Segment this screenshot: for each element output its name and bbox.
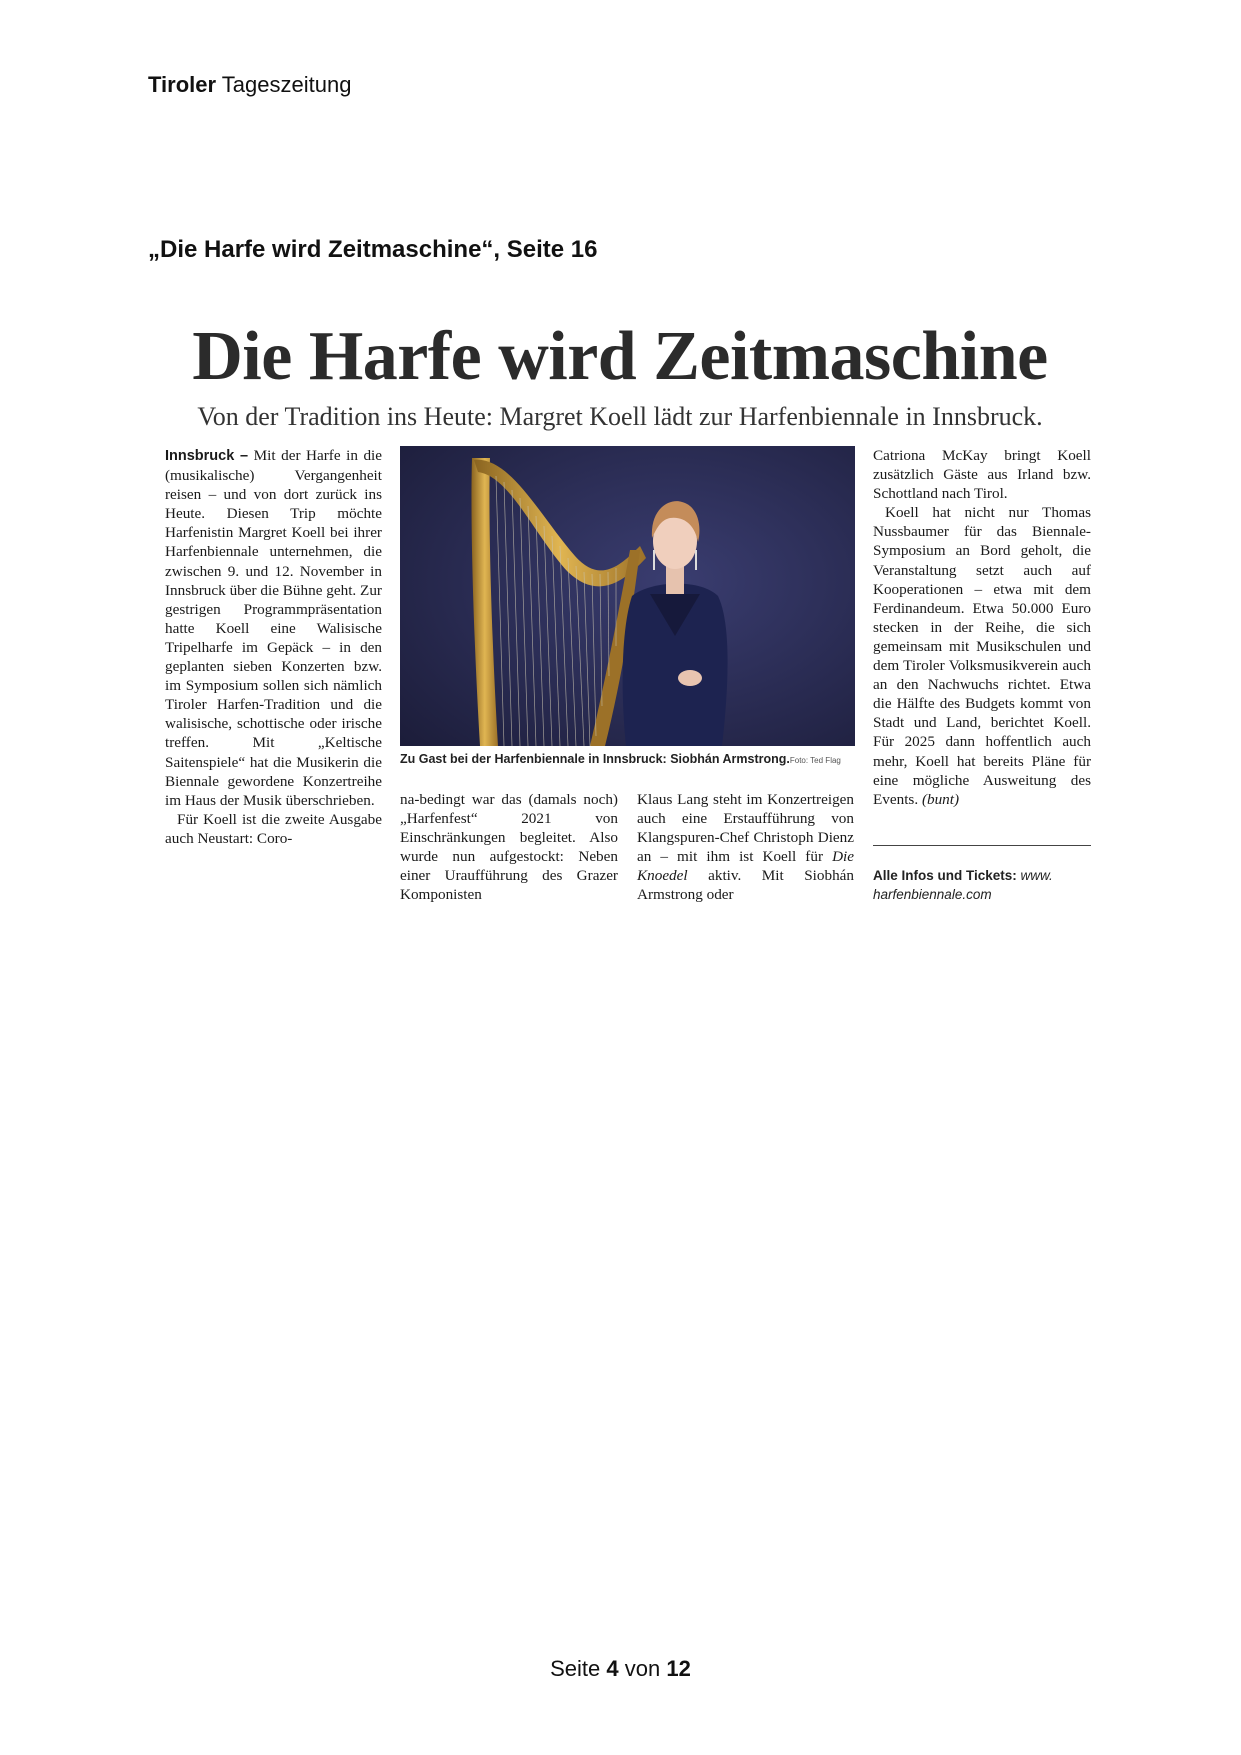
- footer-prefix: Seite: [550, 1656, 601, 1681]
- dateline: Innsbruck –: [165, 448, 249, 464]
- footer-middle: von: [624, 1656, 661, 1681]
- article-reference-title: „Die Harfe wird Zeitmaschine“, Seite 16: [148, 236, 598, 263]
- article-headline: Die Harfe wird Zeitmaschine: [192, 318, 1048, 395]
- info-link-part-2[interactable]: harfenbiennale.com: [873, 887, 992, 902]
- column-3-text-a: Klaus Lang steht im Konzertreigen auch eine Erstaufführung von Klangspuren-Chef Christoph Dienz an – mit ihm ist Koell für: [637, 791, 854, 866]
- column-1-paragraph-2: Für Koell ist die zweite Ausgabe auch Neustart: Coro-: [165, 810, 382, 847]
- column-4-paragraph-2: Koell hat nicht nur Thomas Nussbaumer für das Biennale-Symposium an Bord geholt, die Veranstaltung setzt auch auf Kooperationen – etwa mit dem Ferdinandeum. Etwa 50.000 Euro stecken in der Reihe, die sich gemeinsam mit Musikschulen und dem Tiroler Volksmusikverein auch an den Nachwuchs richtet. Etwa die Hälfte des Budgets kommt von Stadt und Land, berichtet Koell. Für 2025 dann hoffentlich auch mehr, Koell hat bereits Pläne für eine mögliche Ausweitung des Events.: [873, 504, 1091, 808]
- photo-credit: Foto: Ted Flag: [789, 756, 841, 765]
- article-column-4: [873, 446, 1091, 809]
- photo-caption: [400, 752, 855, 766]
- publication-name-bold: Tiroler: [148, 72, 217, 97]
- info-label: Alle Infos und Tickets:: [873, 868, 1017, 883]
- article-column-2: [400, 790, 618, 905]
- column-3-text-b: aktiv. Mit Siobhán Armstrong oder: [637, 867, 854, 904]
- article-photo: [400, 446, 855, 746]
- article-column-3: [637, 790, 854, 905]
- info-divider: [873, 845, 1091, 846]
- ensemble-name: Die Knoedel: [637, 848, 854, 885]
- info-box: [873, 866, 1103, 904]
- publication-header: [148, 72, 351, 98]
- page-footer: [0, 1656, 1241, 1682]
- column-4-paragraph-1: Catriona McKay bringt Koell zusätzlich Gäste aus Irland bzw. Schottland nach Tirol.: [873, 447, 1091, 503]
- column-1-paragraph-1: Mit der Harfe in die (musikalische) Vergangenheit reisen – und von dort zurück ins Heute. Diesen Trip möchte Harfenistin Margret Koell bei ihrer Harfenbiennale unternehmen, die zwischen 9. und 12. November in Innsbruck über die Bühne geht. Zur gestrigen Programmpräsentation hatte Koell eine Walisische Tripelharfe im Gepäck – in den geplanten sieben Konzerten bzw. im Symposium sollen sich nämlich Tiroler Harfen-Tradition und die walisische, schottische oder irische treffen. Mit „Keltische Saitenspiele“ hat die Musikerin die Biennale gewordene Konzertreihe im Haus der Musik überschrieben.: [165, 447, 383, 809]
- article-subheadline: Von der Tradition ins Heute: Margret Koell lädt zur Harfenbiennale in Innsbruck.: [197, 402, 1043, 431]
- footer-total-pages: 12: [666, 1656, 691, 1681]
- column-2-paragraph-1: na-bedingt war das (damals noch) „Harfenfest“ 2021 von Einschränkungen begleitet. Also wurde nun aufgestockt: Neben einer Uraufführung des Grazer Komponisten: [400, 791, 618, 904]
- publication-name-rest: Tageszeitung: [221, 72, 352, 97]
- footer-page-number: 4: [606, 1656, 619, 1681]
- harpist-photo: [400, 446, 855, 746]
- info-link-part-1[interactable]: www.: [1020, 868, 1053, 883]
- author-signature: (bunt): [921, 790, 960, 808]
- photo-caption-text: Zu Gast bei der Harfenbiennale in Innsbruck: Siobhán Armstrong.: [400, 752, 790, 766]
- article-column-1: [165, 446, 382, 848]
